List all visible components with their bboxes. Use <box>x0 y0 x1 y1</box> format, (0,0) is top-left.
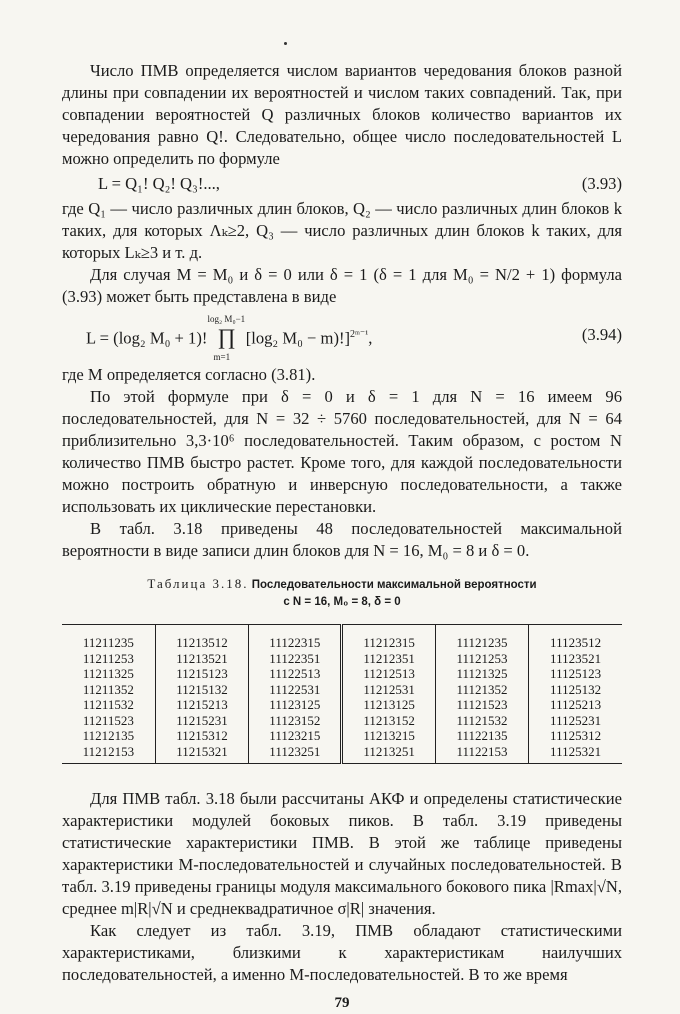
table-cell: 11212153 <box>82 743 135 759</box>
table-cell: 11121523 <box>456 697 508 712</box>
table-cell: 11215321 <box>176 743 228 759</box>
print-speck <box>284 42 287 45</box>
formula-3-94-tail: , <box>368 328 373 348</box>
paragraph-4: где M определяется согласно (3.81). <box>62 365 316 384</box>
table-cell: 11212531 <box>363 681 415 697</box>
table-column-2 <box>155 625 248 764</box>
table-cell: 11213152 <box>363 712 415 728</box>
table-cell: 11122513 <box>269 666 321 681</box>
table-column-6 <box>529 625 622 764</box>
table-row <box>62 625 622 764</box>
paragraph-3: Для случая M = M₀ и δ = 0 или δ = 1 (δ = 1 для M₀ = N/2 + 1) формула (3.93) может быть представлена в виде <box>62 265 622 306</box>
table-title-line-1: Последовательности максимальной вероятности <box>251 579 537 591</box>
table-3-18 <box>62 624 622 764</box>
table-cell: 11211352 <box>82 681 134 697</box>
table-cell: 11212135 <box>82 728 135 743</box>
paragraph-5: По этой формуле при δ = 0 и δ = 1 для N = 16 имеем 96 последовательностей, для N = 32 ÷ 5760 последовательностей, для N = 64 приблизительно 3,3·10⁶ последовательностей. Таким образом, с ростом N количество ПМВ быстро растет. Кроме того, для каждой последовательности можно построить обратную и инверсную последовательности, а также использовать их циклические перестановки. <box>62 387 622 516</box>
page-content <box>62 0 622 1014</box>
table-cell: 11215231 <box>176 712 228 728</box>
product-upper-limit: log₂ M₀−1 <box>207 313 246 324</box>
paragraph-2: где Q₁ — число различных длин блоков, Q₂ — число различных длин блоков k таких, для которых Λₖ≥2, Q₃ — число различных длин блоков k таких, для которых Lₖ≥3 и т. д. <box>62 199 622 262</box>
table-cell: 11125312 <box>550 728 602 743</box>
table-cell: 11215132 <box>176 681 228 697</box>
table-cell: 11212351 <box>363 650 415 666</box>
table-cell: 11215213 <box>176 697 228 712</box>
table-cell: 11122135 <box>456 728 508 743</box>
table-cell: 11211325 <box>82 666 134 681</box>
page-number: 79 <box>334 995 350 1011</box>
table-cell: 11213521 <box>176 650 228 666</box>
table-cell: 11125213 <box>550 697 602 712</box>
formula-3-94-number: (3.94) <box>581 325 622 344</box>
paragraph-8: Как следует из табл. 3.19, ПМВ обладают статистическими характеристиками, близкими к характеристикам наилучших последовательностей, а именно M-последовательностей. В то же время <box>62 921 622 984</box>
table-column-4 <box>342 625 435 764</box>
table-cell: 11123512 <box>550 635 602 650</box>
table-cell: 11123251 <box>269 743 321 759</box>
formula-3-93-expression: L = Q₁! Q₂! Q₃!..., <box>98 174 220 193</box>
formula-3-93 <box>62 170 622 198</box>
formula-3-94-right: [log₂ M₀ − m)!] <box>245 328 351 348</box>
table-cell: 11123521 <box>550 650 602 666</box>
table-cell: 11121325 <box>456 666 508 681</box>
table-title-line-2: с N = 16, M₀ = 8, δ = 0 <box>283 596 401 608</box>
table-column-3 <box>249 625 342 764</box>
table-column-1 <box>62 625 155 764</box>
table-cell: 11122315 <box>269 635 321 650</box>
table-cell: 11213125 <box>363 697 415 712</box>
table-cell: 11213251 <box>363 743 415 759</box>
formula-3-94-exponent: 2ᵐ⁻¹ <box>350 329 369 340</box>
product-operator <box>207 313 246 362</box>
table-cell: 11122153 <box>456 743 508 759</box>
table-cell: 11215312 <box>176 728 228 743</box>
table-cell: 11211235 <box>82 635 134 650</box>
table-cell: 11121253 <box>456 650 508 666</box>
table-cell: 11211532 <box>82 697 134 712</box>
table-cell: 11125321 <box>550 743 602 759</box>
table-cell: 11213215 <box>363 728 415 743</box>
table-cell: 11123215 <box>269 728 321 743</box>
table-cell: 11121235 <box>456 635 508 650</box>
formula-3-94-expression <box>86 313 373 362</box>
table-cell: 11123152 <box>269 712 321 728</box>
paragraph-6: В табл. 3.18 приведены 48 последовательностей максимальной вероятности в виде записи длин блоков для N = 16, M₀ = 8 и δ = 0. <box>62 519 622 560</box>
table-cell: 11211523 <box>82 712 134 728</box>
table-cell: 11212513 <box>363 666 415 681</box>
formula-3-93-number: (3.93) <box>581 174 622 193</box>
table-cell: 11122531 <box>269 681 321 697</box>
product-symbol: ∏ <box>217 323 236 349</box>
table-cell: 11121532 <box>456 712 508 728</box>
table-caption <box>62 576 622 610</box>
table-cell: 11121352 <box>456 681 508 697</box>
formula-3-94 <box>62 308 622 364</box>
formula-3-94-left: L = (log₂ M₀ + 1)! <box>86 328 208 348</box>
table-cell: 11211253 <box>82 650 134 666</box>
paragraph-1: Число ПМВ определяется числом вариантов чередования блоков разной длины при совпадении их вероятностей и числом таких совпадений. Так, при совпадении вероятностей Q различных блоков количество вариантов их чередования равно Q!. Следовательно, общее число последовательностей L можно определить по формуле <box>62 61 622 168</box>
table-label: Таблица 3.18. <box>147 576 249 591</box>
paragraph-7: Для ПМВ табл. 3.18 были рассчитаны АКФ и определены статистические характеристики модулей боковых пиков. В табл. 3.19 приведены статистические характеристики ПМВ. В этой же таблице приведены характеристики M-последовательностей и случайных последовательностей. В табл. 3.19 приведены границы модуля максимального бокового пика |Rmax|√N, среднее m|R|√N и среднеквадратичное σ|R| значения. <box>62 789 622 918</box>
table-cell: 11125123 <box>550 666 602 681</box>
table-cell: 11212315 <box>363 635 415 650</box>
table-cell: 11125132 <box>550 681 602 697</box>
table-cell: 11213512 <box>176 635 228 650</box>
table-cell: 11125231 <box>550 712 602 728</box>
table-cell: 11215123 <box>176 666 228 681</box>
table-cell: 11123125 <box>269 697 321 712</box>
table-column-5 <box>435 625 528 764</box>
table-cell: 11122351 <box>269 650 321 666</box>
product-lower-limit: m=1 <box>213 351 231 362</box>
